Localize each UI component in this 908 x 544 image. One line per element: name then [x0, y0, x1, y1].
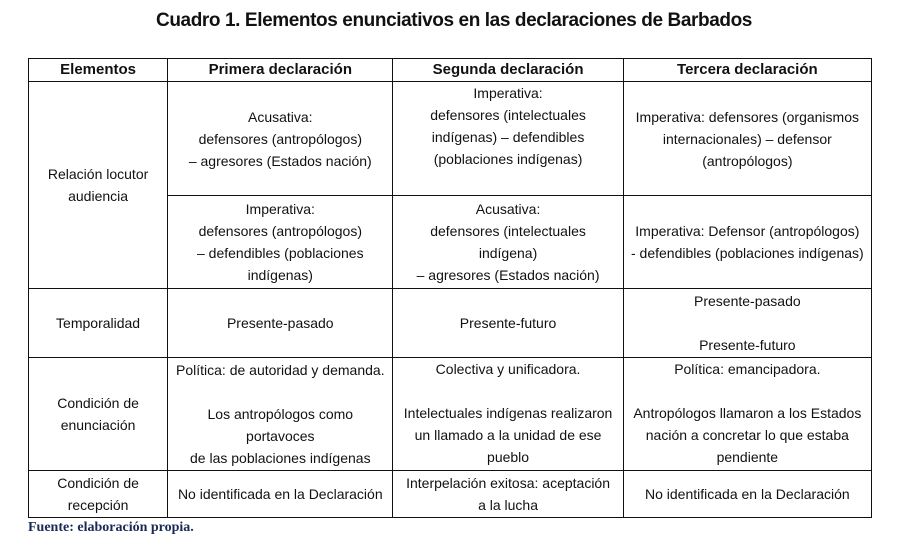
cell-temporalidad-primera: Presente-pasado [168, 288, 393, 357]
header-segunda: Segunda declaración [393, 59, 623, 82]
cell-relacion-b-segunda: Acusativa: defensores (intelectuales indígena) – agresores (Estados nación) [393, 195, 623, 288]
cell-recepcion-segunda: Interpelación exitosa: aceptación a la lucha [393, 471, 623, 518]
cell-relacion-b-primera: Imperativa: defensores (antropólogos) – defendibles (poblaciones indígenas) [168, 195, 393, 288]
table-row [29, 357, 872, 470]
cell-relacion-a-segunda: Imperativa: defensores (intelectuales indígenas) – defendibles (poblaciones indígenas) [393, 82, 623, 195]
cell-relacion-a-tercera: Imperativa: defensores (organismos internacionales) – defensor (antropólogos) [623, 82, 871, 195]
header-elementos: Elementos [29, 59, 168, 82]
cell-temporalidad-segunda: Presente-futuro [393, 288, 623, 357]
cell-enunciacion-primera: Política: de autoridad y demanda. Los antropólogos como portavoces de las poblaciones indígenas [168, 357, 393, 470]
row-label-relacion: Relación locutor audiencia [29, 82, 168, 289]
cell-enunciacion-tercera: Política: emancipadora. Antropólogos llamaron a los Estados nación a concretar lo que estaba pendiente [623, 357, 871, 470]
table-row [29, 82, 872, 195]
cell-recepcion-primera: No identificada en la Declaración [168, 471, 393, 518]
cell-relacion-a-primera: Acusativa: defensores (antropólogos) – agresores (Estados nación) [168, 82, 393, 195]
cell-relacion-b-tercera: Imperativa: Defensor (antropólogos) - defendibles (poblaciones indígenas) [623, 195, 871, 288]
cell-temporalidad-tercera: Presente-pasado Presente-futuro [623, 288, 871, 357]
source-note: Fuente: elaboración propia. [28, 520, 194, 535]
row-label-enunciacion: Condición de enunciación [29, 357, 168, 470]
table-title: Cuadro 1. Elementos enunciativos en las declaraciones de Barbados [156, 10, 752, 31]
header-primera: Primera declaración [168, 59, 393, 82]
row-label-recepcion: Condición de recepción [29, 471, 168, 518]
row-label-temporalidad: Temporalidad [29, 288, 168, 357]
declarations-table [28, 58, 872, 518]
cell-enunciacion-segunda: Colectiva y unificadora. Intelectuales indígenas realizaron un llamado a la unidad de ese pueblo [393, 357, 623, 470]
cell-recepcion-tercera: No identificada en la Declaración [623, 471, 871, 518]
header-tercera: Tercera declaración [623, 59, 871, 82]
table-row [29, 471, 872, 518]
header-row [29, 59, 872, 82]
table-row [29, 288, 872, 357]
